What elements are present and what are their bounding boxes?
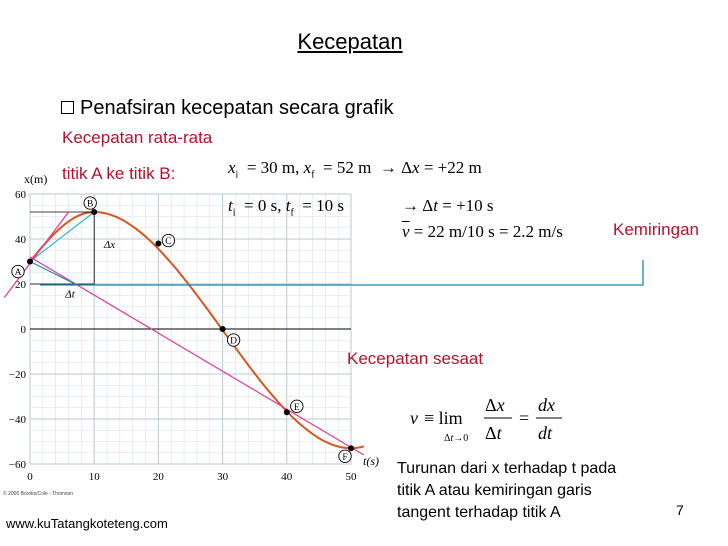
x-tick-label: 50 bbox=[345, 471, 357, 483]
chart-grid bbox=[30, 194, 351, 464]
segment-label: titik A ke titik B: bbox=[62, 164, 176, 183]
description-line: titik A atau kemiringan garis bbox=[397, 482, 592, 499]
y-tick-label: −60 bbox=[8, 459, 26, 471]
slide-title: Kecepatan bbox=[297, 29, 403, 54]
bullet-square-icon bbox=[61, 101, 74, 114]
svg-text:dt: dt bbox=[538, 423, 553, 443]
point-label-text: A bbox=[14, 268, 22, 278]
x-tick-label: 30 bbox=[217, 471, 229, 483]
data-point-a bbox=[27, 259, 33, 265]
svg-text:v: v bbox=[410, 408, 418, 428]
svg-text:dx: dx bbox=[538, 395, 555, 415]
point-label-text: E bbox=[293, 402, 300, 413]
website-url: www.kuTatangkoteteng.com bbox=[6, 516, 168, 531]
subtitle-average-velocity: Kecepatan rata-rata bbox=[62, 128, 213, 147]
description-line: Turunan dari x terhadap t pada bbox=[397, 460, 617, 477]
x-tick-label: 10 bbox=[88, 471, 100, 483]
svg-text:Δx: Δx bbox=[485, 395, 505, 415]
y-tick-label: 0 bbox=[20, 324, 26, 336]
data-point-f bbox=[348, 445, 354, 451]
y-tick-label: 40 bbox=[15, 234, 26, 246]
bullet-text: Penafsiran kecepatan secara grafik bbox=[80, 97, 394, 119]
derivative-formula bbox=[408, 394, 578, 457]
description-text bbox=[397, 458, 616, 524]
delta-t-annotation: Δt bbox=[65, 288, 75, 301]
point-label-text: D bbox=[230, 336, 238, 347]
svg-text:=: = bbox=[519, 408, 530, 428]
equation-positions: $x_i = 30$ m, $x_f = 52$ m → Δx = +22 m bbox=[228, 158, 482, 181]
point-label-text: C bbox=[165, 237, 172, 247]
x-tick-label: 40 bbox=[281, 471, 293, 483]
page-number: 7 bbox=[676, 502, 684, 518]
y-tick-label: −40 bbox=[8, 414, 26, 426]
equation-times: $t_i = 0$ s, $t_f = 10$ s bbox=[228, 196, 344, 219]
copyright-text: © 2006 Brooks/Cole - Thomson bbox=[3, 491, 74, 497]
data-point-d bbox=[220, 326, 226, 332]
equation-delta-t: → Δt = +10 s bbox=[402, 196, 494, 215]
derivative-formula-graphic bbox=[408, 394, 578, 452]
equation-average-velocity: $\overline{v} = 22$ m/10 s = 2.2 m/s bbox=[402, 222, 563, 241]
svg-text:Δt: Δt bbox=[485, 423, 502, 443]
secant-line-ab bbox=[30, 212, 94, 262]
x-axis-label: t(s) bbox=[363, 454, 379, 468]
point-label-text: F bbox=[342, 452, 348, 463]
svg-text:Δt→0: Δt→0 bbox=[444, 433, 469, 444]
data-point-b bbox=[91, 209, 97, 215]
data-point-e bbox=[284, 409, 290, 415]
instantaneous-velocity-label: Kecepatan sesaat bbox=[347, 349, 484, 368]
tangent-line-a-upper bbox=[4, 212, 68, 298]
position-time-graph bbox=[0, 168, 395, 508]
y-tick-label: 60 bbox=[15, 189, 26, 201]
chart-ticks bbox=[9, 189, 357, 483]
slope-label: Kemiringan bbox=[613, 220, 699, 239]
point-label-text: B bbox=[87, 199, 94, 210]
y-tick-label: −20 bbox=[8, 369, 26, 381]
data-point-c bbox=[155, 241, 161, 247]
svg-text:≡ lim: ≡ lim bbox=[424, 408, 463, 428]
y-tick-label: 20 bbox=[15, 279, 26, 291]
x-tick-label: 20 bbox=[152, 471, 164, 483]
delta-x-annotation: Δx bbox=[103, 239, 116, 251]
description-line: tangent terhadap titik A bbox=[397, 504, 561, 521]
bullet-point bbox=[61, 97, 394, 120]
x-tick-label: 0 bbox=[27, 471, 33, 483]
y-axis-label: x(m) bbox=[24, 172, 48, 186]
